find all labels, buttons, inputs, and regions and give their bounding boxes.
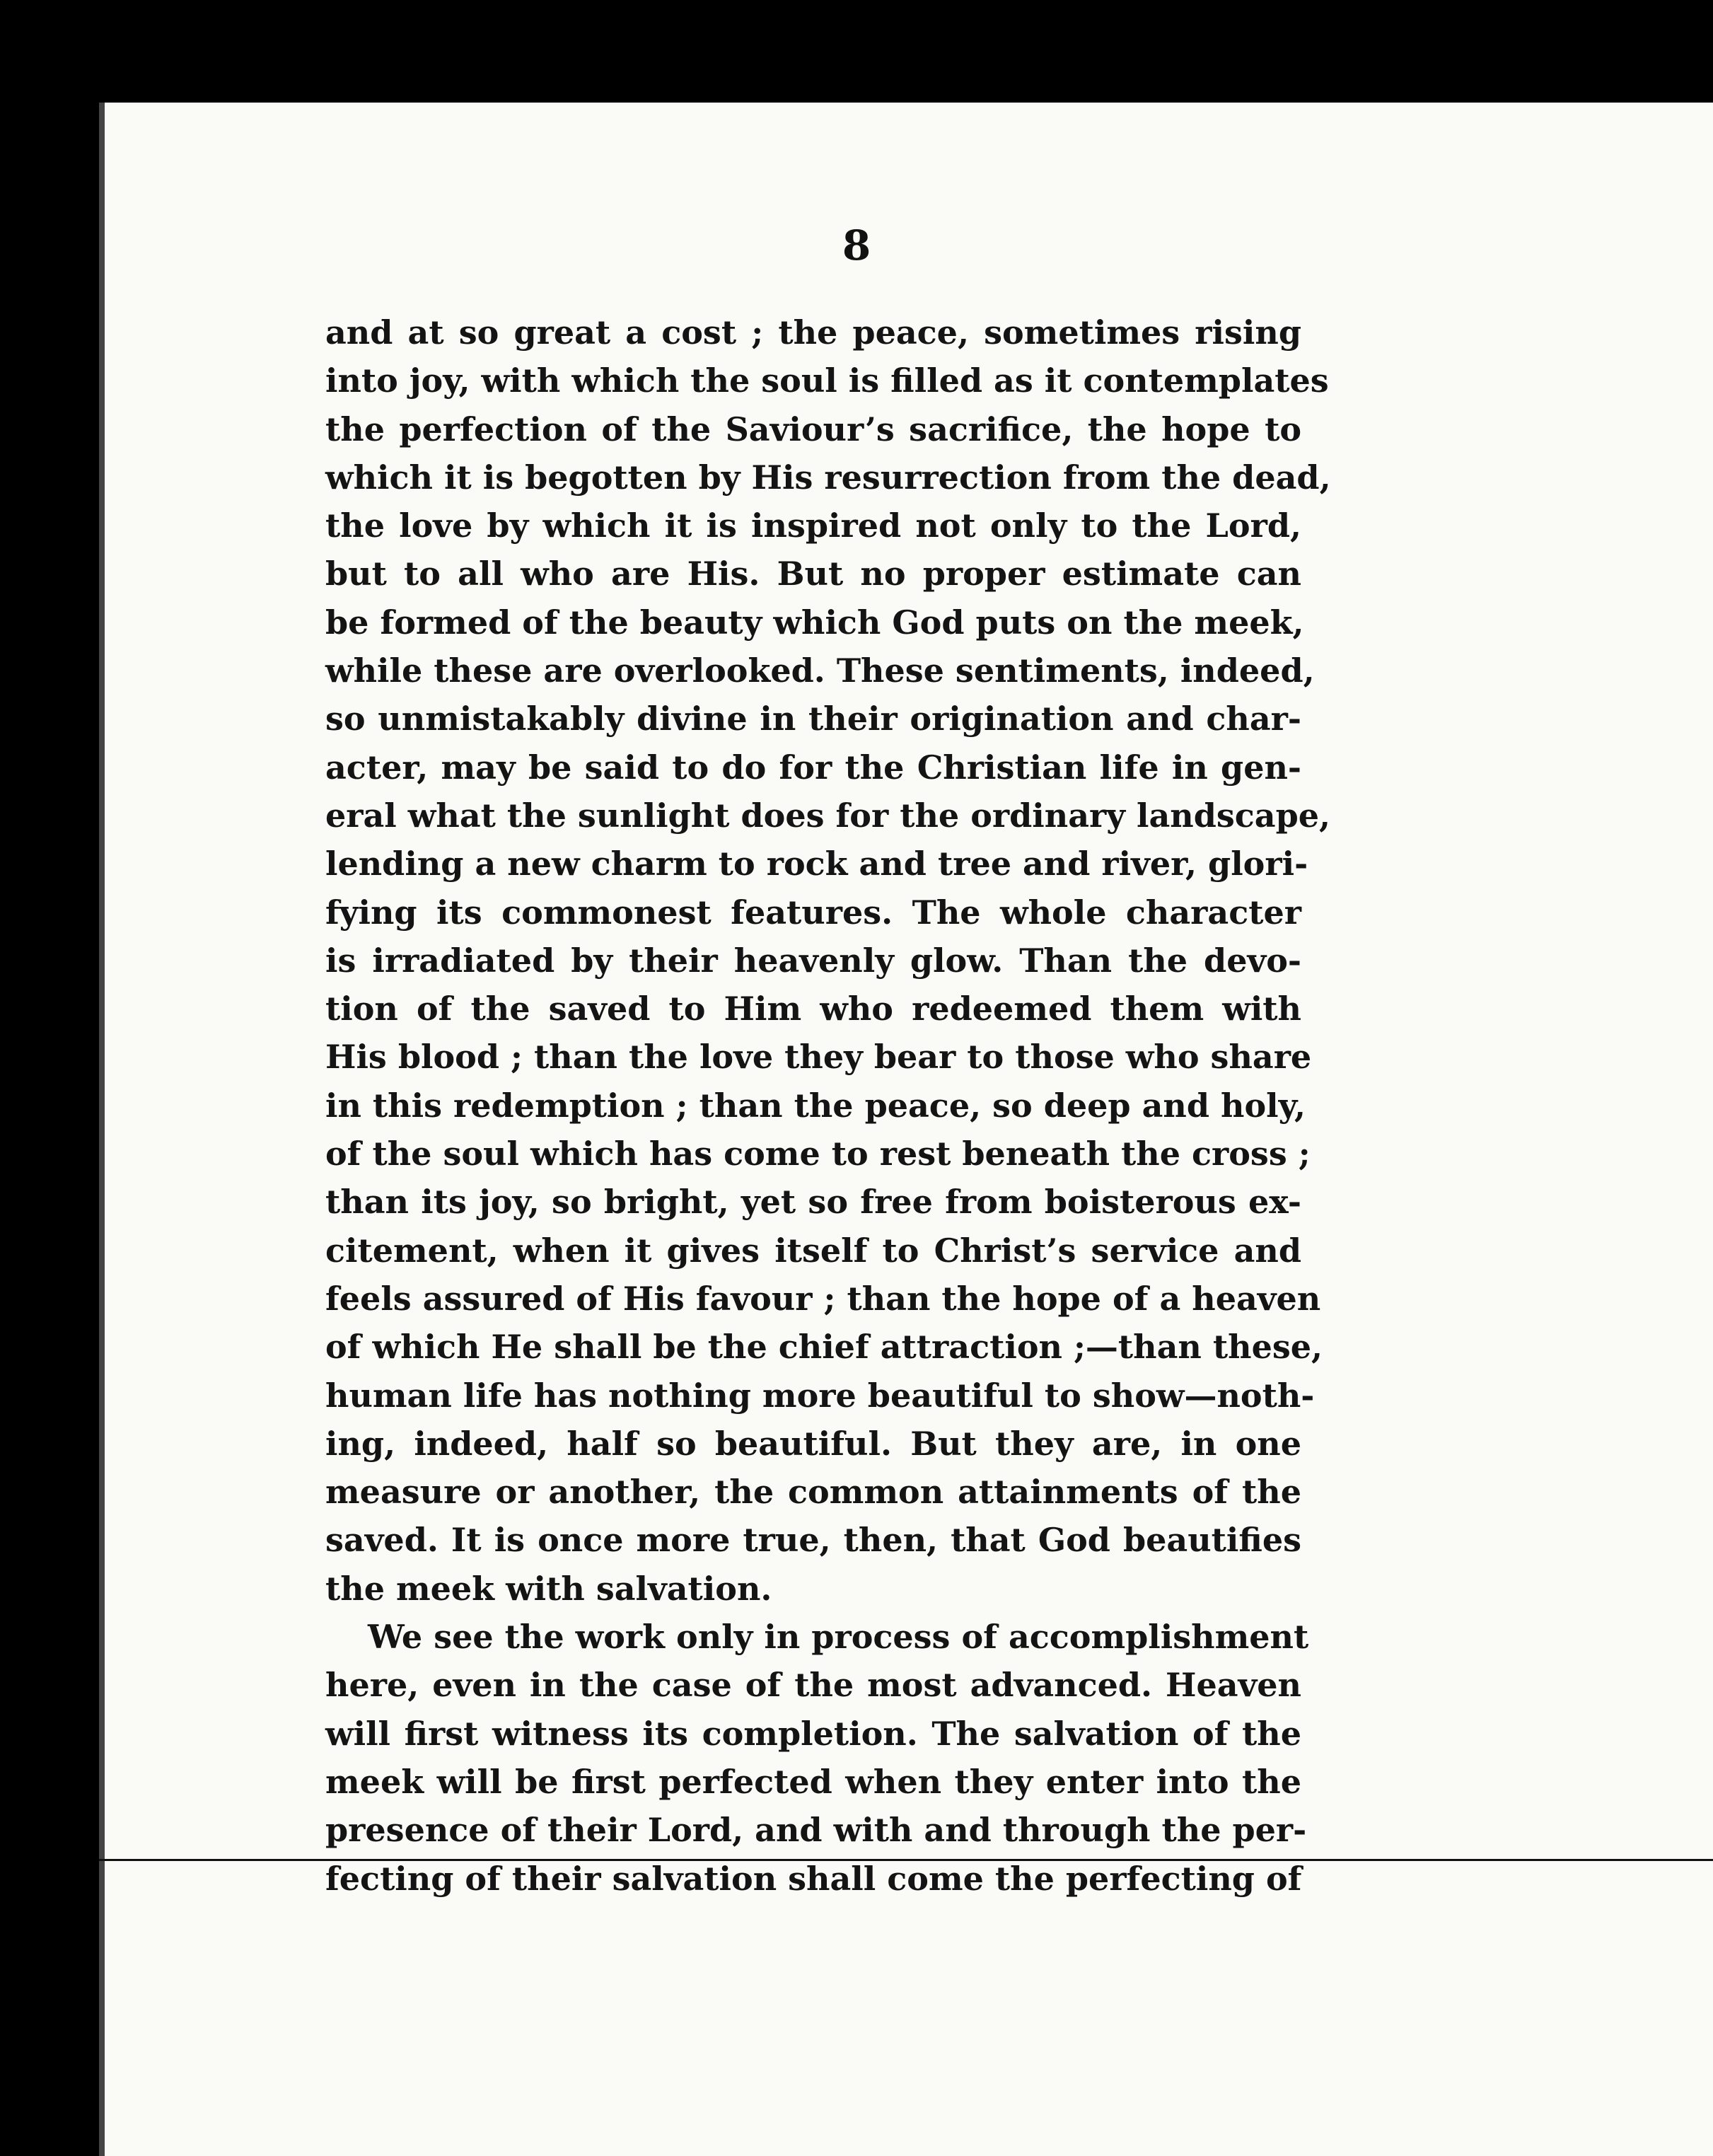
text-line: lending a new charm to rock and tree and river, glori- — [325, 845, 1308, 883]
text-line: human life has nothing more beautiful to show—noth- — [325, 1376, 1315, 1415]
text-line: which it is begotten by His resurrection from the dead, — [325, 458, 1331, 497]
text-line: tion of the saved to Him who redeemed them with — [325, 990, 1301, 1028]
text-line: of the soul which has come to rest beneath the cross ; — [325, 1135, 1311, 1173]
text-line: saved. It is once more true, then, that God beautifies — [325, 1521, 1301, 1560]
text-line: citement, when it gives itself to Christ’s service and — [325, 1231, 1301, 1270]
text-line: We see the work only in process of accomplishment — [368, 1618, 1309, 1657]
text-line: but to all who are His. But no proper estimate can — [325, 555, 1301, 593]
text-line: feels assured of His favour ; than the hope of a heaven — [325, 1279, 1321, 1318]
text-line: eral what the sunlight does for the ordinary landscape, — [325, 796, 1331, 835]
binding-edge — [99, 103, 105, 2156]
text-line: fecting of their salvation shall come the perfecting of — [325, 1859, 1302, 1898]
text-line: and at so great a cost ; the peace, sometimes rising — [325, 313, 1301, 352]
text-line: while these are overlooked. These sentiments, indeed, — [325, 651, 1315, 690]
body-text — [325, 308, 1331, 1903]
text-line: than its joy, so bright, yet so free from boisterous ex- — [325, 1183, 1301, 1222]
text-line: the meek with salvation. — [325, 1569, 772, 1608]
page-number: 8 — [842, 221, 871, 270]
text-line: fying its commonest features. The whole character — [325, 893, 1301, 932]
text-line: so unmistakably divine in their origination and char- — [325, 700, 1301, 738]
text-line: acter, may be said to do for the Christian life in gen- — [325, 748, 1301, 787]
paragraph-2 — [325, 1613, 1309, 1903]
text-line: in this redemption ; than the peace, so deep and holy, — [325, 1086, 1306, 1125]
paragraph-1 — [325, 308, 1331, 1613]
text-line: will first witness its completion. The salvation of the — [325, 1714, 1301, 1753]
text-line: meek will be first perfected when they enter into the — [325, 1762, 1301, 1801]
text-line: measure or another, the common attainments of the — [325, 1473, 1301, 1512]
text-line: is irradiated by their heavenly glow. Than the devo- — [325, 941, 1301, 980]
text-line: ing, indeed, half so beautiful. But they are, in one — [325, 1424, 1301, 1463]
text-line: of which He shall be the chief attraction ;—than these, — [325, 1328, 1323, 1367]
text-line: into joy, with which the soul is filled as it contemplates — [325, 361, 1329, 400]
text-line: the love by which it is inspired not only to the Lord, — [325, 506, 1301, 545]
text-line: the perfection of the Saviour’s sacrifice, the hope to — [325, 410, 1301, 448]
text-line: here, even in the case of the most advanced. Heaven — [325, 1666, 1301, 1705]
text-line: presence of their Lord, and with and through the per- — [325, 1811, 1307, 1850]
text-line: His blood ; than the love they bear to those who share — [325, 1038, 1312, 1077]
text-line: be formed of the beauty which God puts on the meek, — [325, 603, 1304, 642]
